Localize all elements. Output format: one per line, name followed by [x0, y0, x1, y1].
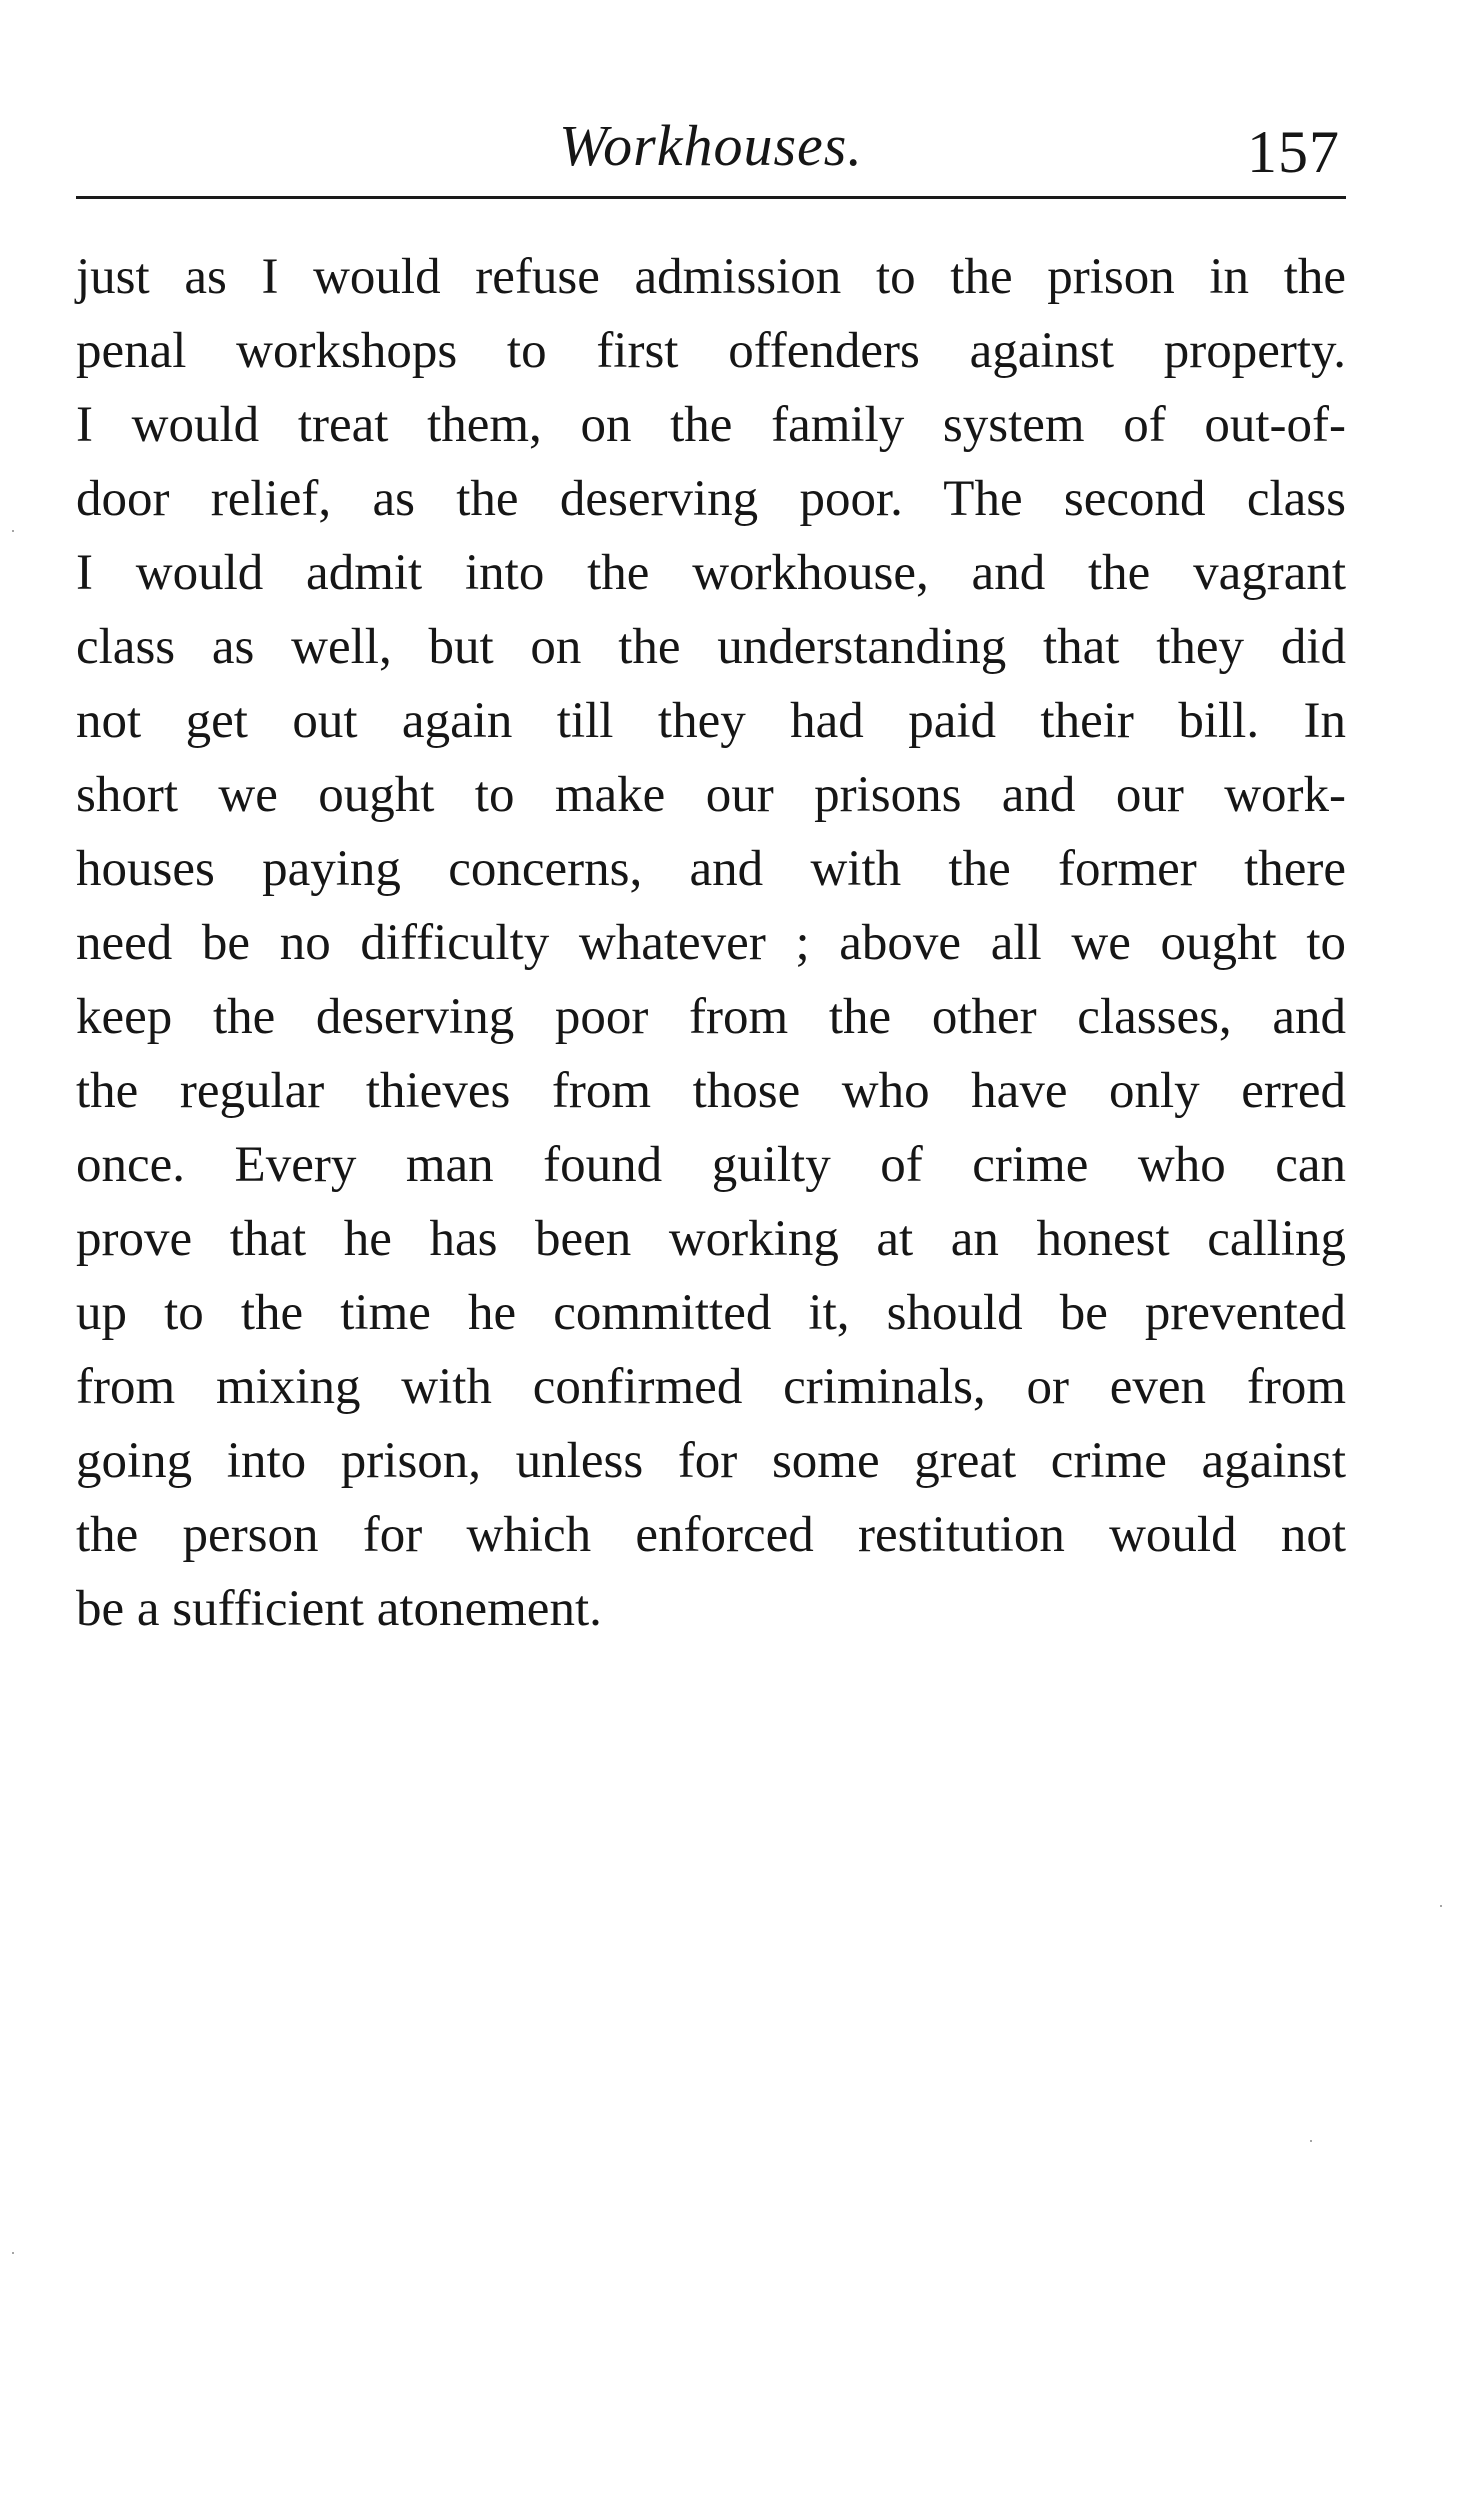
body-paragraph — [76, 240, 1346, 1646]
text-line: class as well, but on the understanding that they did — [76, 619, 1346, 675]
text-line: the regular thieves from those who have only erred — [76, 1063, 1346, 1119]
text-line: the person for which enforced restitution would not — [76, 1507, 1346, 1563]
text-line: going into prison, unless for some great crime against — [76, 1433, 1346, 1489]
page-number: 157 — [1247, 119, 1340, 185]
header-rule — [76, 196, 1346, 199]
text-line: up to the time he committed it, should be prevented — [76, 1285, 1346, 1341]
text-line: need be no difficulty whatever ; above all we ought to — [76, 915, 1346, 971]
text-line: prove that he has been working at an honest calling — [76, 1211, 1346, 1267]
scan-speck — [12, 2252, 14, 2254]
scan-speck — [1310, 2140, 1312, 2142]
running-head — [76, 110, 1346, 210]
text-line: once. Every man found guilty of crime who can — [76, 1137, 1346, 1193]
text-line: keep the deserving poor from the other classes, and — [76, 989, 1346, 1045]
text-line: penal workshops to first offenders against property. — [76, 323, 1346, 379]
text-line: houses paying concerns, and with the former there — [76, 841, 1346, 897]
text-line: just as I would refuse admission to the prison in the — [76, 249, 1346, 305]
text-line: not get out again till they had paid their bill. In — [76, 693, 1346, 749]
text-line: I would treat them, on the family system of out-of- — [76, 397, 1346, 453]
text-line: I would admit into the workhouse, and the vagrant — [76, 545, 1346, 601]
text-line: door relief, as the deserving poor. The second class — [76, 471, 1346, 527]
scan-speck — [12, 530, 14, 532]
text-line: from mixing with confirmed criminals, or even from — [76, 1359, 1346, 1415]
running-title: Workhouses. — [559, 113, 863, 178]
text-line-last: be a sufficient atonement. — [76, 1581, 602, 1637]
scan-speck — [1440, 1905, 1442, 1907]
text-line: short we ought to make our prisons and our work- — [76, 767, 1346, 823]
